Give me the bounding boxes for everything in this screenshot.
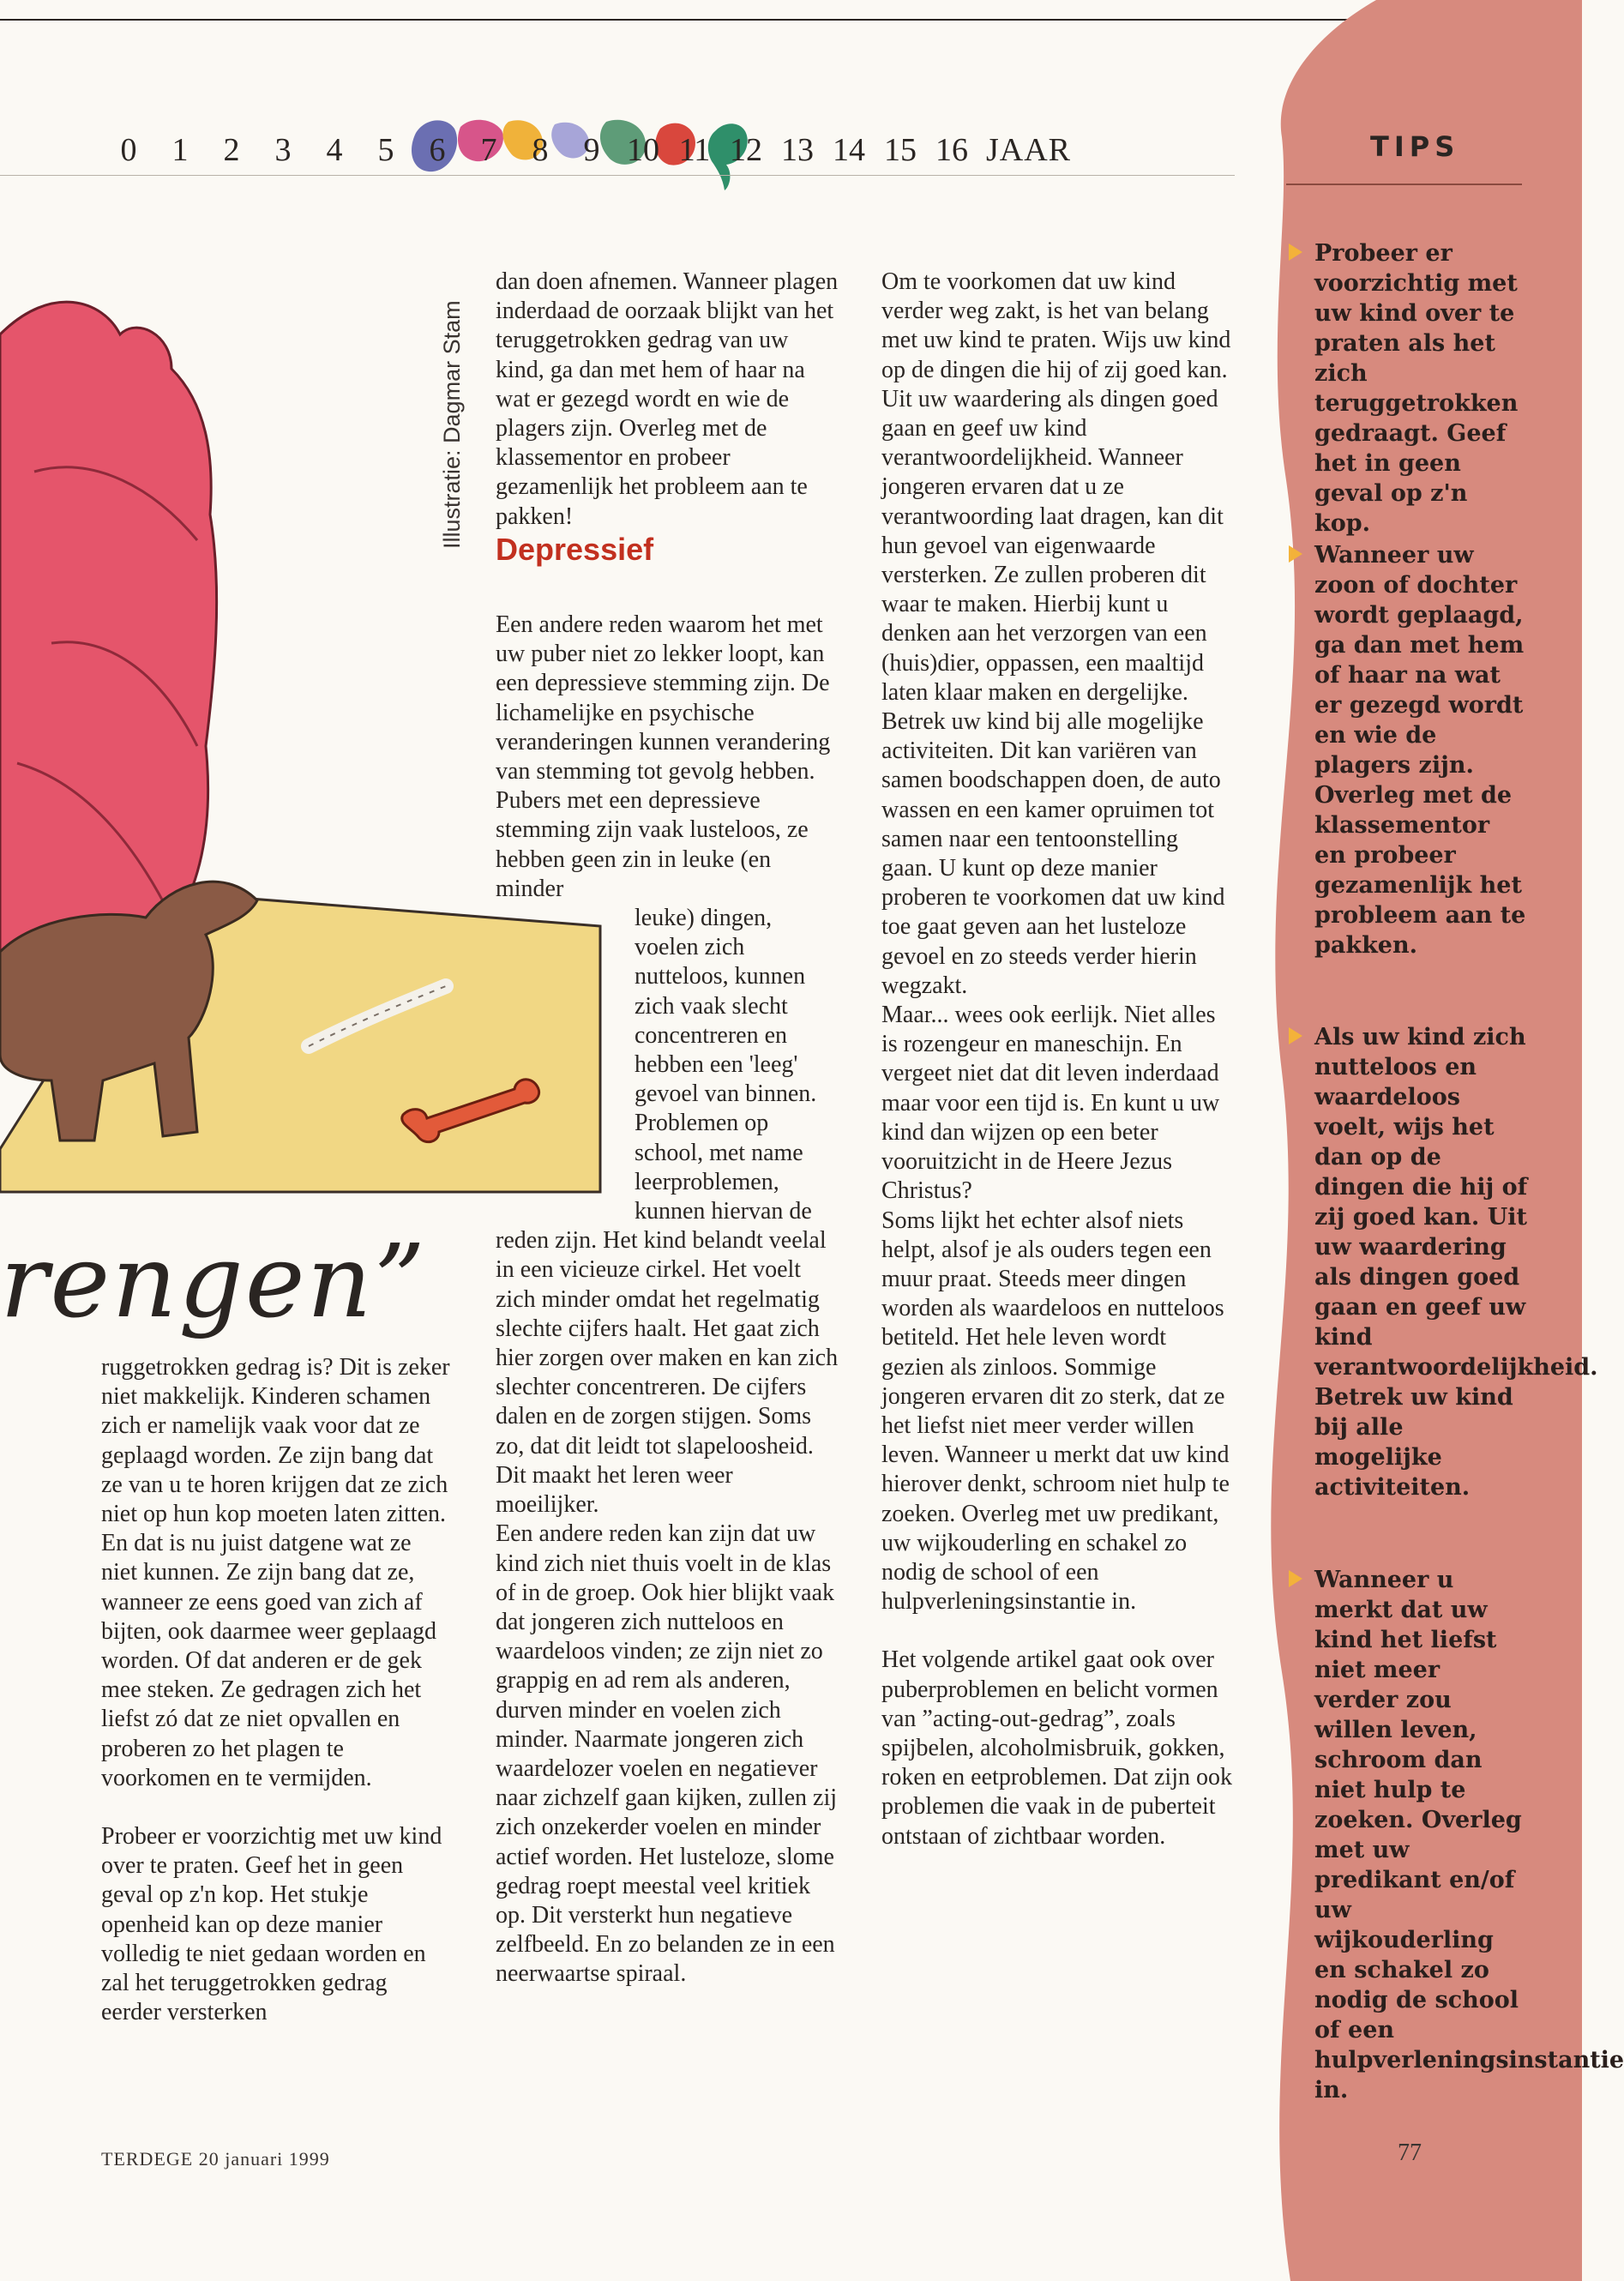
article-headline [0,1222,427,1340]
age-number: 15 [884,132,917,168]
paragraph: Een andere reden waarom het met uw puber niet zo lekker loopt, kan een depressieve stemming zijn. De lichamelijke en psychische veranderingen kunnen verandering van stemming tot gevolg hebben. Pubers met een depressieve stemming zijn vaak lusteloos, ze hebben geen zin in leuke (en minder [496,611,831,902]
publication-footer: TERDEGE 20 januari 1999 [101,2148,330,2170]
headline-quote: ” [373,1222,427,1340]
article-column-1 [101,1353,453,2027]
age-number-highlighted: 11 [678,132,711,168]
age-number-highlighted: 12 [730,132,762,168]
age-number: 3 [274,132,292,168]
tip-marker-icon [1287,242,1304,262]
tip-text: Als uw kind zich nutteloos en waardeloos voelt, wijs het dan op de dingen die hij of zij goed kan. Uit uw waardering als dingen goed gaan en geef uw kind verantwoordelijkheid. Betrek uw kind bij alle mogelijke activiteiten. [1314,1024,1598,1501]
age-number: 4 [326,132,343,168]
article-column-3 [881,268,1233,1851]
paragraph: dan doen afnemen. Wanneer plagen inderdaad de oorzaak blijkt van het teruggetrokken gedrag van uw kind, ga dan met hem of haar na wat er gezegd wordt en wie de plagers zijn. Overleg met de klassementor en probeer gezamenlijk het probleem aan te pakken! [496,268,839,530]
paragraph: Soms lijkt het echter alsof niets helpt, alsof je als ouders tegen een muur praat. Steeds meer dingen worden als waardeloos en nutteloos betiteld. Het hele leven wordt gezien als zinloos. Sommige jongeren ervaren dit zo sterk, dat ze het liefst niet meer verder willen leven. Wanneer u merkt dat uw kind hierover denkt, schroom niet hulp te zoeken. Overleg met uw predikant, uw wijkouderling en schakel zo nodig de school of een hulpverleningsinstantie in. [881,1207,1230,1616]
tip-marker-icon [1287,1026,1304,1046]
age-number: 5 [377,132,394,168]
tip-text: Probeer er voorzichtig met uw kind over te praten als het zich teruggetrokken gedraagt. Geef het in geen geval op z'n kop. [1314,240,1519,537]
age-unit: JAAR [986,132,1072,168]
tip-item [1314,540,1529,960]
subheading: Depressief [496,531,654,567]
age-number: 14 [833,132,865,168]
tips-rule [1286,184,1522,185]
illustration-credit-text: Illustratie: Dagmar Stam [439,300,465,549]
age-bar [103,120,1071,180]
age-number-highlighted: 9 [583,132,600,168]
age-number-highlighted: 8 [532,132,549,168]
age-number: 13 [781,132,814,168]
article-column-2-top [496,268,839,568]
tip-text: Wanneer u merkt dat uw kind het liefst niet meer verder zou willen leven, schroom dan niet hulp te zoeken. Overleg met uw predikant en/of uw wijkouderling en schakel zo nodig de school of een hulpverleningsinstantie in. [1314,1567,1624,2103]
tip-item [1314,1565,1624,2105]
age-number: 2 [223,132,240,168]
header-rule [0,175,1235,176]
tip-item [1314,238,1529,539]
paragraph: reden zijn. Het kind belandt veelal in een vicieuze cirkel. Het voelt zich minder omdat het regelmatig slechte cijfers haalt. Het gaat zich hier zorgen over maken en kan zich slechter concentreren. De cijfers dalen en de zorgen stijgen. Soms zo, dat dit leidt tot slapeloosheid. Dit maakt het leren weer moeilijker. [496,1227,839,1519]
page-number: 77 [1398,2140,1422,2166]
tip-text: Wanneer uw zoon of dochter wordt geplaagd, ga dan met hem of haar na wat er gezegd wordt en wie de plagers zijn. Overleg met de klassementor en probeer gezamenlijk het probleem aan te pakken. [1314,542,1526,959]
paragraph: ruggetrokken gedrag is? Dit is zeker niet makkelijk. Kinderen schamen zich er namelijk vaak voor dat ze geplaagd worden. Ze zijn bang dat ze van u te horen krijgen dat ze zich niet op hun kop moeten laten zitten. En dat is nu juist datgene wat ze niet kunnen. Ze zijn bang dat ze, wanneer ze eens goed van zich af bijten, ook daarmee weer geplaagd worden. Of dat anderen er de gek mee steken. Ze gedragen zich het liefst zó dat ze niet opvallen en proberen zo het plagen te voorkomen en te vermijden. [101,1354,450,1791]
paragraph: Maar... wees ook eerlijk. Niet alles is rozengeur en maneschijn. En vergeet niet dat dit leven inderdaad maar voor een tijd is. En kunt u uw kind dan wijzen op een beter vooruitzicht in de Heere Jezus Christus? [881,1002,1220,1205]
paragraph: Betrek uw kind bij alle mogelijke activiteiten. Dit kan variëren van samen boodschappen doen, de auto wassen en een kamer opruimen tot samen naar een tentoonstelling gaan. U kunt op deze manier proberen te voorkomen dat uw kind toe gaat geven aan het lusteloze gevoel en zo steeds verder hierin wegzakt. [881,708,1225,999]
paragraph: Om te voorkomen dat uw kind verder weg zakt, is het van belang met uw kind te praten. Wijs uw kind op de dingen die hij of zij goed kan. Uit uw waardering als dingen goed gaan en geef uw kind verantwoordelijkheid. Wanneer jongeren ervaren dat u ze verantwoording laat dragen, kan dit hun gevoel van eigenwaarde versterken. Ze zullen proberen dit waar te maken. Hierbij kunt u denken aan het verzorgen van een (huis)dier, oppassen, een maaltijd laten klaar maken en dergelijke. [881,268,1231,706]
paragraph: Probeer er voorzichtig met uw kind over te praten. Geef het in geen geval op z'n kop. Het stukje openheid kan op deze manier volledig te niet gedaan worden en zal het teruggetrokken gedrag eerder versterken [101,1823,442,2026]
age-number-highlighted: 6 [429,132,446,168]
illustration-credit [405,257,465,549]
tip-marker-icon [1287,1568,1304,1589]
age-number-highlighted: 10 [627,132,659,168]
age-number: 16 [935,132,968,168]
paragraph: Een andere reden kan zijn dat uw kind zich niet thuis voelt in de klas of in de groep. Ook hier blijkt vaak dat jongeren zich nutteloos en waardeloos vinden; ze zijn niet zo grappig en ad rem als anderen, durven minder en voelen zich minder. Naarmate jongeren zich waardelozer voelen en negatiever naar zichzelf gaan kijken, zullen zij zich onzekerder voelen en minder actief worden. Het lusteloze, slome gedrag roept meestal veel kritiek op. Dit versterkt hun negatieve zelfbeeld. En zo belanden ze in een neerwaartse spiraal. [496,1520,838,1988]
paragraph-wrapped: leuke) dingen, voelen zich nutteloos, kunnen zich vaak slecht concentreren en hebben een 'leeg' gevoel van binnen. Problemen op school, met name leerproblemen, kunnen hiervan de [635,905,817,1225]
age-number-highlighted: 7 [480,132,497,168]
tip-marker-icon [1287,544,1304,564]
age-number: 1 [171,132,189,168]
age-number: 0 [120,132,137,168]
article-column-2 [496,611,839,1989]
headline-text: rengen [0,1222,374,1340]
tip-item [1314,1022,1598,1502]
tips-title: TIPS [1370,130,1460,163]
paragraph: Het volgende artikel gaat ook over puberproblemen en belicht vormen van ”acting-out-gedrag”, zoals spijbelen, alcoholmisbruik, gokken, roken en eetproblemen. Dat zijn ook problemen die vaak in de puberteit ontstaan of zichtbaar worden. [881,1646,1232,1850]
